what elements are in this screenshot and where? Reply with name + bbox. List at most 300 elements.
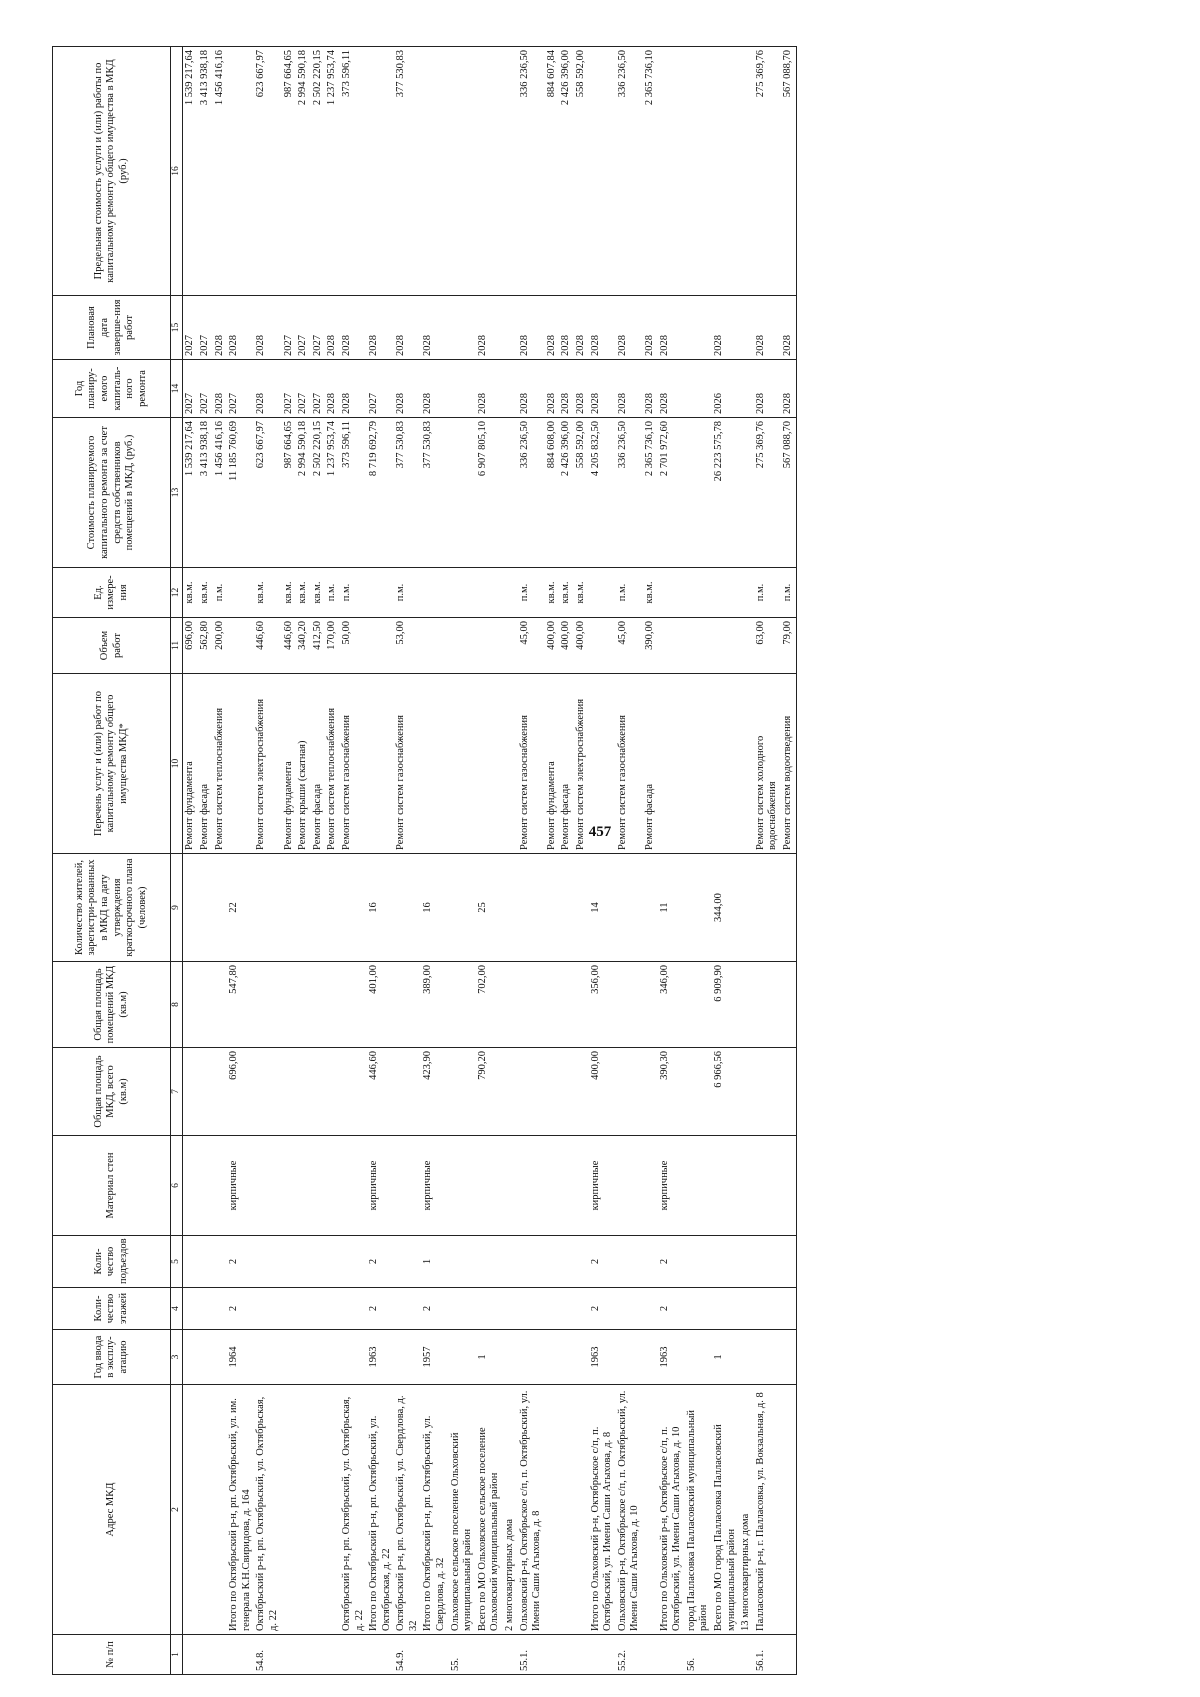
- table-cell: 55.: [449, 1635, 476, 1675]
- table-cell: [685, 47, 712, 296]
- table-cell: 2028: [574, 296, 589, 360]
- table-cell: 170,00: [325, 618, 340, 674]
- table-cell: 2028: [340, 296, 367, 360]
- table-cell: [183, 1635, 198, 1675]
- table-cell: [559, 1048, 574, 1136]
- table-cell: Ремонт систем электроснабжения: [574, 674, 589, 854]
- table-cell: [545, 1635, 560, 1675]
- table-cell: 2 426 396,00: [559, 47, 574, 296]
- table-cell: 2028: [394, 296, 421, 360]
- table-cell: кв.м.: [282, 568, 297, 618]
- table-cell: [282, 854, 297, 962]
- table-cell: [643, 1385, 658, 1635]
- table-cell: [589, 568, 616, 618]
- table-cell: [518, 1048, 545, 1136]
- page-number: 457: [588, 824, 612, 840]
- table-cell: 2: [367, 1236, 394, 1288]
- table-cell: кирпичные: [367, 1136, 394, 1236]
- table-cell: [518, 1136, 545, 1236]
- table-cell: Ольховское сельское поселение Ольховский муниципальный район: [449, 1385, 476, 1635]
- table-cell: 2028: [545, 296, 560, 360]
- table-cell: Ремонт фундамента: [282, 674, 297, 854]
- table-row: [449, 47, 476, 1675]
- table-cell: [325, 1136, 340, 1236]
- table-cell: 2 502 220,15: [311, 418, 326, 568]
- table-cell: [198, 962, 213, 1048]
- table-cell: 400,00: [574, 618, 589, 674]
- table-cell: 2 365 736,10: [643, 418, 658, 568]
- table-cell: [449, 1048, 476, 1136]
- table-cell: [254, 1236, 281, 1288]
- table-cell: Ремонт систем газоснабжения: [616, 674, 643, 854]
- table-cell: [213, 854, 228, 962]
- table-cell: [325, 1236, 340, 1288]
- table-cell: 987 664,65: [282, 418, 297, 568]
- table-cell: Октябрьский р-н, рп. Октябрьский, ул. Октябрьская, д. 22: [340, 1385, 367, 1635]
- table-cell: [340, 854, 367, 962]
- table-cell: 25: [476, 854, 503, 962]
- table-cell: 2 994 590,18: [296, 47, 311, 296]
- table-cell: Ремонт крыши (скатная): [296, 674, 311, 854]
- table-cell: [559, 962, 574, 1048]
- table-cell: 16: [421, 854, 448, 962]
- table-row: [658, 47, 685, 1675]
- table-cell: [311, 962, 326, 1048]
- table-cell: [296, 1048, 311, 1136]
- table-cell: [781, 1330, 796, 1385]
- table-cell: 446,60: [254, 618, 281, 674]
- table-cell: 2028: [754, 296, 781, 360]
- table-row: [254, 47, 281, 1675]
- table-cell: [658, 568, 685, 618]
- table-body: [183, 47, 796, 1675]
- table-cell: 2: [227, 1236, 254, 1288]
- table-cell: [503, 618, 518, 674]
- table-cell: [754, 962, 781, 1048]
- table-cell: Ремонт систем электроснабжения: [254, 674, 281, 854]
- table-cell: [616, 1330, 643, 1385]
- table-cell: 6 909,90: [712, 962, 739, 1048]
- table-cell: [296, 1330, 311, 1385]
- table-cell: [545, 1385, 560, 1635]
- table-row: [712, 47, 739, 1675]
- table-cell: 16: [367, 854, 394, 962]
- table-cell: 340,20: [296, 618, 311, 674]
- table-cell: [559, 1385, 574, 1635]
- table-row: [685, 47, 712, 1675]
- table-cell: [227, 47, 254, 296]
- table-cell: [311, 1330, 326, 1385]
- table-cell: 446,60: [367, 1048, 394, 1136]
- table-cell: 1 539 217,64: [183, 418, 198, 568]
- table-cell: [545, 1136, 560, 1236]
- table-cell: [712, 674, 739, 854]
- table-cell: 2: [658, 1288, 685, 1330]
- table-cell: 2028: [712, 296, 739, 360]
- table-cell: 373 596,11: [340, 418, 367, 568]
- column-header: Объем работ: [53, 618, 171, 674]
- table-cell: 3 413 938,18: [198, 47, 213, 296]
- table-row: [311, 47, 326, 1675]
- table-cell: [394, 1330, 421, 1385]
- table-cell: [449, 1330, 476, 1385]
- table-cell: [198, 1236, 213, 1288]
- table-cell: [781, 1136, 796, 1236]
- table-cell: [503, 1236, 518, 1288]
- column-number: 7: [171, 1048, 183, 1136]
- table-cell: [685, 1236, 712, 1288]
- table-cell: [183, 1236, 198, 1288]
- table-cell: [311, 1635, 326, 1675]
- table-cell: 14: [589, 854, 616, 962]
- table-cell: [282, 1635, 297, 1675]
- table-cell: [449, 360, 476, 418]
- table-cell: [616, 1136, 643, 1236]
- table-cell: [198, 1136, 213, 1236]
- table-cell: 1: [421, 1236, 448, 1288]
- table-cell: 696,00: [227, 1048, 254, 1136]
- table-cell: [325, 1288, 340, 1330]
- table-cell: [325, 854, 340, 962]
- table-cell: Ремонт фасада: [198, 674, 213, 854]
- table-cell: [421, 568, 448, 618]
- table-cell: [282, 1236, 297, 1288]
- table-cell: [311, 854, 326, 962]
- table-cell: [589, 1635, 616, 1675]
- table-cell: 790,20: [476, 1048, 503, 1136]
- table-cell: [739, 360, 754, 418]
- table-cell: [213, 1288, 228, 1330]
- table-cell: [685, 360, 712, 418]
- table-cell: [503, 568, 518, 618]
- table-cell: 623 667,97: [254, 418, 281, 568]
- table-cell: [213, 1385, 228, 1635]
- table-row: [589, 47, 616, 1675]
- table-cell: [449, 418, 476, 568]
- table-cell: [518, 1288, 545, 1330]
- table-cell: [574, 1136, 589, 1236]
- table-cell: 2028: [213, 360, 228, 418]
- table-cell: 558 592,00: [574, 47, 589, 296]
- table-cell: [340, 962, 367, 1048]
- table-row: [754, 47, 781, 1675]
- table-cell: 400,00: [545, 618, 560, 674]
- table-cell: [712, 1288, 739, 1330]
- table-cell: [198, 854, 213, 962]
- table-cell: [503, 418, 518, 568]
- table-cell: [476, 568, 503, 618]
- table-cell: [616, 962, 643, 1048]
- table-cell: [754, 1288, 781, 1330]
- table-cell: 412,50: [311, 618, 326, 674]
- table-cell: [367, 618, 394, 674]
- table-cell: [685, 854, 712, 962]
- table-cell: [476, 1136, 503, 1236]
- column-number-row: [171, 47, 183, 1675]
- table-cell: [781, 1288, 796, 1330]
- table-cell: 11 185 760,69: [227, 418, 254, 568]
- table-cell: [739, 854, 754, 962]
- table-cell: [296, 1236, 311, 1288]
- table-cell: 275 369,76: [754, 47, 781, 296]
- table-cell: [503, 1330, 518, 1385]
- table-cell: [503, 1288, 518, 1330]
- table-cell: [183, 1048, 198, 1136]
- column-header: Материал стен: [53, 1136, 171, 1236]
- table-cell: 54.9.: [394, 1635, 421, 1675]
- table-cell: 1 539 217,64: [183, 47, 198, 296]
- table-cell: [503, 962, 518, 1048]
- table-cell: 336 236,50: [518, 47, 545, 296]
- table-cell: [367, 568, 394, 618]
- column-header: Ед. измере-ния: [53, 568, 171, 618]
- table-cell: [616, 1288, 643, 1330]
- table-cell: [282, 1136, 297, 1236]
- table-cell: [449, 568, 476, 618]
- table-cell: [739, 1635, 754, 1675]
- table-cell: кв.м.: [296, 568, 311, 618]
- table-cell: 2027: [183, 296, 198, 360]
- table-cell: [685, 962, 712, 1048]
- table-row: [282, 47, 297, 1675]
- table-cell: [394, 854, 421, 962]
- table-row: [781, 47, 796, 1675]
- table-cell: 1957: [421, 1330, 448, 1385]
- table-row: [183, 47, 198, 1675]
- table-cell: [476, 618, 503, 674]
- table-cell: Ремонт фасада: [311, 674, 326, 854]
- table-cell: кирпичные: [658, 1136, 685, 1236]
- table-cell: [658, 618, 685, 674]
- table-cell: 2028: [574, 360, 589, 418]
- table-cell: [325, 1330, 340, 1385]
- table-cell: 6 907 805,10: [476, 418, 503, 568]
- table-cell: [739, 1048, 754, 1136]
- table-cell: [503, 47, 518, 296]
- table-row: [616, 47, 643, 1675]
- table-cell: Ремонт систем газоснабжения: [340, 674, 367, 854]
- table-cell: кв.м.: [545, 568, 560, 618]
- table-cell: Октябрьский р-н, рп. Октябрьский, ул. Свердлова, д. 32: [394, 1385, 421, 1635]
- table-cell: [643, 1136, 658, 1236]
- table-cell: [658, 1635, 685, 1675]
- table-cell: [518, 1330, 545, 1385]
- table-cell: 2 многоквартирных дома: [503, 1385, 518, 1635]
- table-cell: 1963: [658, 1330, 685, 1385]
- table-cell: [296, 1288, 311, 1330]
- column-number: 14: [171, 360, 183, 418]
- table-row: [518, 47, 545, 1675]
- table-cell: 2 426 396,00: [559, 418, 574, 568]
- table-cell: [574, 1288, 589, 1330]
- table-cell: 3 413 938,18: [198, 418, 213, 568]
- table-cell: 2027: [311, 360, 326, 418]
- table-row: [340, 47, 367, 1675]
- table-cell: [712, 1635, 739, 1675]
- table-cell: [296, 854, 311, 962]
- table-cell: [739, 962, 754, 1048]
- table-cell: [198, 1288, 213, 1330]
- table-cell: 423,90: [421, 1048, 448, 1136]
- table-cell: [712, 1236, 739, 1288]
- table-cell: [616, 1048, 643, 1136]
- table-cell: Итого по Октябрьский р-н, рп. Октябрьский, ул. Свердлова, д. 32: [421, 1385, 448, 1635]
- table-cell: [340, 1635, 367, 1675]
- table-cell: Октябрьский р-н, рп. Октябрьский, ул. Октябрьская, д. 22: [254, 1385, 281, 1635]
- table-cell: 2028: [559, 360, 574, 418]
- table-cell: [643, 1330, 658, 1385]
- table-cell: 2026: [712, 360, 739, 418]
- table-row: [421, 47, 448, 1675]
- table-cell: 2028: [340, 360, 367, 418]
- table-cell: 401,00: [367, 962, 394, 1048]
- table-cell: [449, 1136, 476, 1236]
- table-cell: [685, 418, 712, 568]
- table-cell: [254, 1288, 281, 1330]
- table-cell: Ольховский р-н, Октябрьское с/п, п. Октябрьский, ул. Имени Саши Агыхова, д. 8: [518, 1385, 545, 1635]
- table-cell: 2028: [518, 296, 545, 360]
- table-cell: кирпичные: [421, 1136, 448, 1236]
- table-cell: [367, 1635, 394, 1675]
- table-cell: Ремонт фасада: [559, 674, 574, 854]
- column-header: Предельная стоимость услуги и (или) работы по капитальному ремонту общего имущества в МКД (руб.): [53, 47, 171, 296]
- table-cell: кв.м.: [574, 568, 589, 618]
- table-cell: [340, 1288, 367, 1330]
- table-cell: 562,80: [198, 618, 213, 674]
- column-header: Общая площадь МКД, всего (кв.м): [53, 1048, 171, 1136]
- table-cell: 45,00: [616, 618, 643, 674]
- table-cell: [518, 854, 545, 962]
- table-cell: 2 701 972,60: [658, 418, 685, 568]
- table-cell: [213, 1330, 228, 1385]
- table-cell: [311, 1236, 326, 1288]
- table-cell: 2028: [781, 360, 796, 418]
- table-header-row: [53, 47, 171, 1675]
- table-cell: 2028: [518, 360, 545, 418]
- column-header: Общая площадь помещений МКД (кв.м): [53, 962, 171, 1048]
- rotated-table-container: [52, 47, 1200, 1675]
- table-cell: 11: [658, 854, 685, 962]
- column-header: Плановая дата заверше-ния работ: [53, 296, 171, 360]
- table-row: [643, 47, 658, 1675]
- table-cell: 623 667,97: [254, 47, 281, 296]
- table-cell: [685, 568, 712, 618]
- table-cell: [712, 568, 739, 618]
- table-cell: [476, 1288, 503, 1330]
- table-cell: [367, 674, 394, 854]
- table-cell: 2028: [643, 296, 658, 360]
- column-number: 16: [171, 47, 183, 296]
- table-cell: [282, 962, 297, 1048]
- table-cell: п.м.: [325, 568, 340, 618]
- table-cell: 2028: [421, 360, 448, 418]
- table-cell: [781, 854, 796, 962]
- table-cell: [574, 1048, 589, 1136]
- table-cell: [198, 1048, 213, 1136]
- table-cell: 344,00: [712, 854, 739, 962]
- column-header: Адрес МКД: [53, 1385, 171, 1635]
- table-cell: 2028: [421, 296, 448, 360]
- table-cell: [282, 1288, 297, 1330]
- table-cell: [449, 854, 476, 962]
- table-cell: 79,00: [781, 618, 796, 674]
- table-cell: [282, 1385, 297, 1635]
- table-cell: 1963: [367, 1330, 394, 1385]
- table-cell: 446,60: [282, 618, 297, 674]
- table-cell: [227, 674, 254, 854]
- table-cell: [503, 360, 518, 418]
- table-cell: 377 530,83: [394, 47, 421, 296]
- table-cell: 2: [589, 1236, 616, 1288]
- table-cell: [658, 674, 685, 854]
- table-cell: 558 592,00: [574, 418, 589, 568]
- table-cell: [739, 418, 754, 568]
- table-cell: [754, 1048, 781, 1136]
- table-row: [198, 47, 213, 1675]
- table-cell: [685, 1330, 712, 1385]
- table-cell: [781, 1635, 796, 1675]
- table-cell: 2 365 736,10: [643, 47, 658, 296]
- table-cell: [503, 674, 518, 854]
- table-cell: 2028: [616, 360, 643, 418]
- table-cell: 2028: [643, 360, 658, 418]
- table-cell: [325, 962, 340, 1048]
- table-cell: 1 237 953,74: [325, 47, 340, 296]
- table-cell: 987 664,65: [282, 47, 297, 296]
- table-cell: [254, 1048, 281, 1136]
- table-cell: 884 607,84: [545, 47, 560, 296]
- table-cell: Итого по Ольховский р-н, Октябрьское с/п, п. Октябрьский, ул. Имени Саши Агыхова, д. 8: [589, 1385, 616, 1635]
- table-row: [476, 47, 503, 1675]
- table-cell: кв.м.: [311, 568, 326, 618]
- table-cell: 2028: [781, 296, 796, 360]
- table-cell: [754, 1136, 781, 1236]
- table-cell: [503, 296, 518, 360]
- table-cell: [574, 962, 589, 1048]
- table-cell: [449, 1236, 476, 1288]
- table-row: [325, 47, 340, 1675]
- table-row: [739, 47, 754, 1675]
- table-cell: 2: [658, 1236, 685, 1288]
- table-cell: [739, 1288, 754, 1330]
- table-cell: [183, 962, 198, 1048]
- column-header: Год планиру-емого капиталь-ного ремонта: [53, 360, 171, 418]
- table-cell: [449, 962, 476, 1048]
- table-cell: [282, 1048, 297, 1136]
- column-number: 10: [171, 674, 183, 854]
- table-cell: [394, 1288, 421, 1330]
- table-cell: [183, 1385, 198, 1635]
- table-cell: Итого по Октябрьский р-н, рп. Октябрьский, ул. Октябрьская, д. 22: [367, 1385, 394, 1635]
- table-cell: [518, 1236, 545, 1288]
- column-header: Количество жителей, зарегистри-рованных в МКД на дату утверждения краткосрочного плана (человек): [53, 854, 171, 962]
- table-cell: [589, 47, 616, 296]
- table-cell: [325, 1385, 340, 1635]
- table-cell: 336 236,50: [616, 418, 643, 568]
- table-cell: 55.1.: [518, 1635, 545, 1675]
- table-cell: [340, 1330, 367, 1385]
- table-cell: 346,00: [658, 962, 685, 1048]
- table-cell: [658, 47, 685, 296]
- column-number: 4: [171, 1288, 183, 1330]
- table-cell: [643, 1236, 658, 1288]
- table-cell: 400,00: [559, 618, 574, 674]
- table-cell: [394, 962, 421, 1048]
- table-cell: [213, 1048, 228, 1136]
- table-cell: [503, 1048, 518, 1136]
- table-cell: [213, 962, 228, 1048]
- table-cell: 56.: [685, 1635, 712, 1675]
